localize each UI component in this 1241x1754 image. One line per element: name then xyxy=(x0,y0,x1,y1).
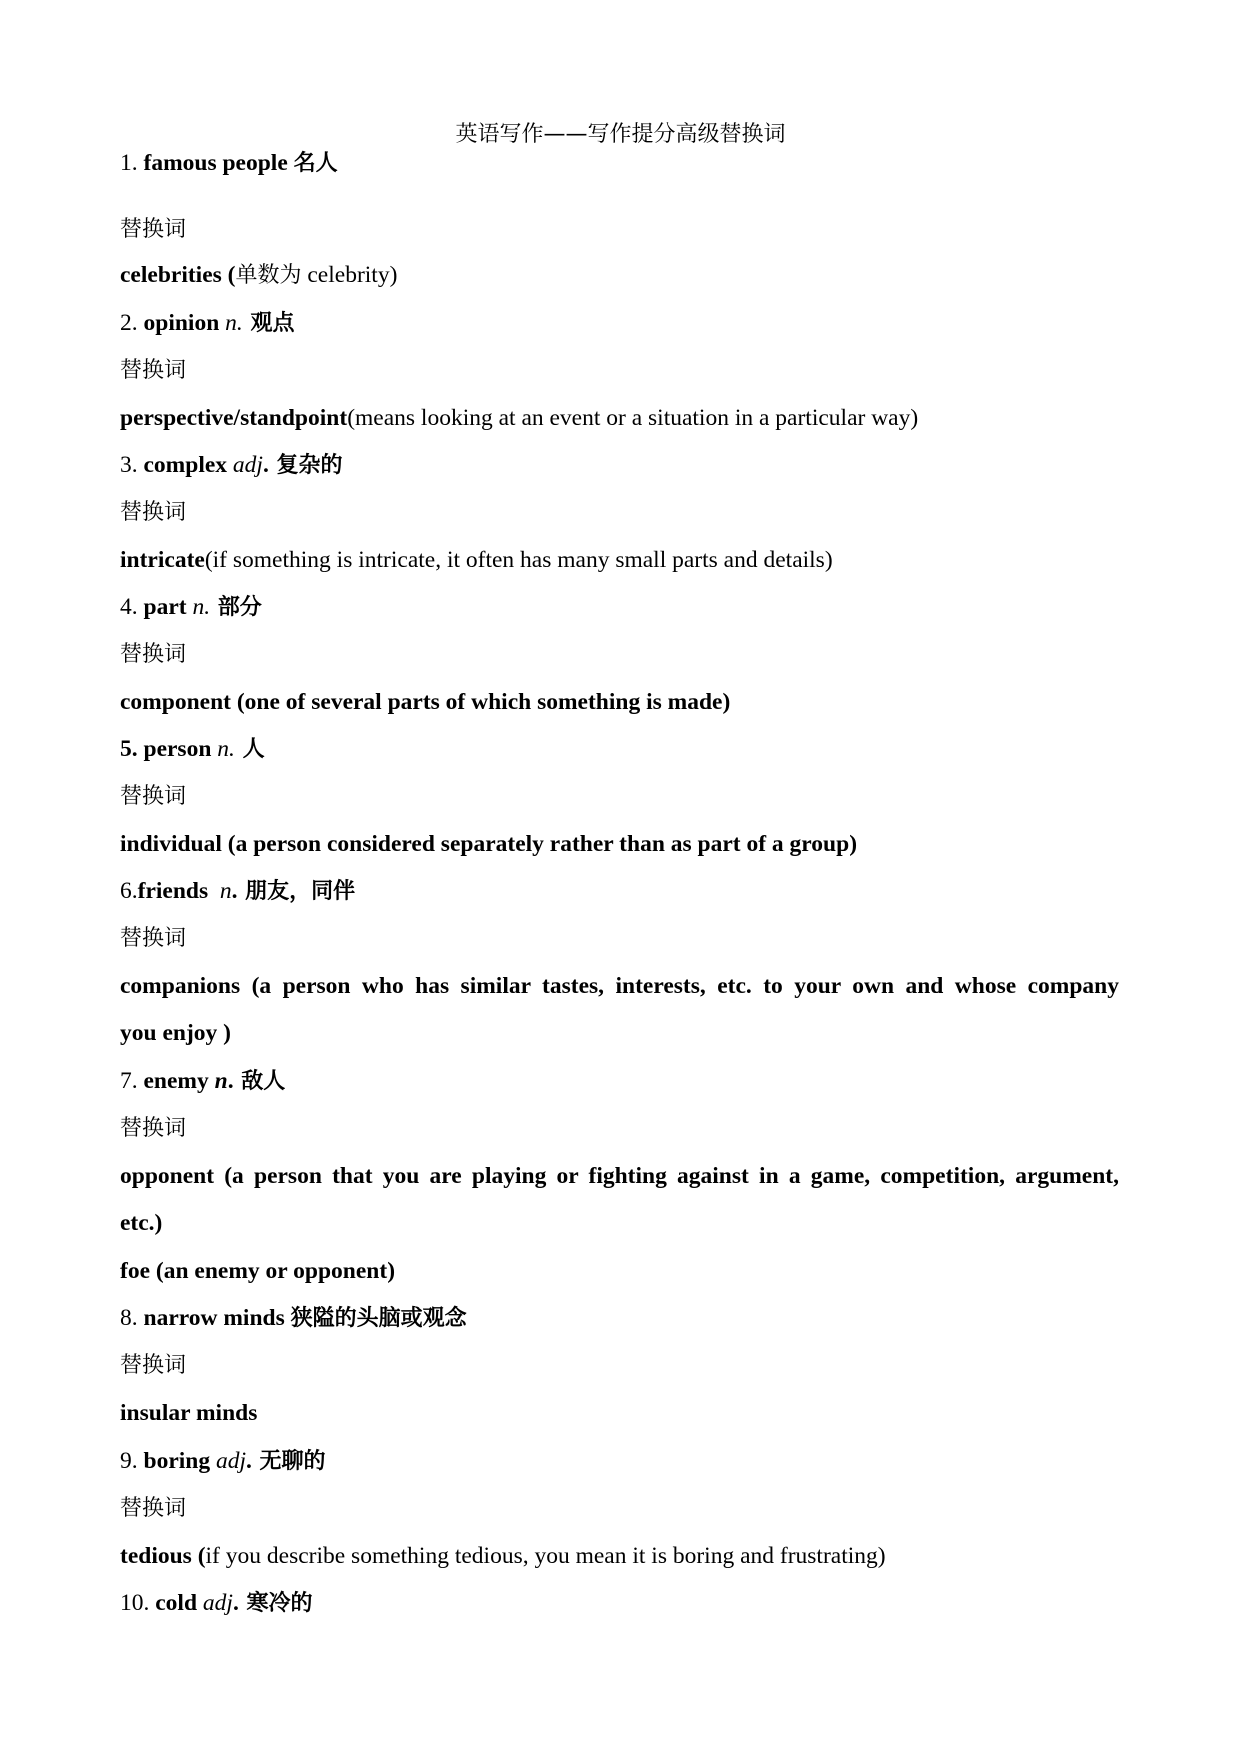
entry-6-replacement-line1: companions (a person who has similar tastes, interests, etc. to your own and whose company xyxy=(120,973,1119,999)
entry-8-label: 替换词 xyxy=(120,1353,187,1378)
entry-5-label: 替换词 xyxy=(120,784,187,809)
entry-9-label: 替换词 xyxy=(120,1496,187,1521)
entry-7-replacement-line2: etc.) xyxy=(120,1210,163,1236)
entry-4-label: 替换词 xyxy=(120,642,187,667)
entry-3-heading: 3. complex adj. 复杂的 xyxy=(120,452,343,478)
entry-1-heading: 1. famous people 名人 xyxy=(120,150,338,176)
entry-10-heading: 10. cold adj. 寒冷的 xyxy=(120,1590,313,1616)
entry-4-replacement: component (one of several parts of which something is made) xyxy=(120,689,731,715)
entry-7-replacement-line3: foe (an enemy or opponent) xyxy=(120,1258,396,1284)
entry-5-replacement: individual (a person considered separately rather than as part of a group) xyxy=(120,831,858,857)
entry-4-heading: 4. part n. 部分 xyxy=(120,594,262,620)
entry-7-heading: 7. enemy n. 敌人 xyxy=(120,1068,286,1094)
entry-2-label: 替换词 xyxy=(120,358,187,383)
entry-1-replacement: celebrities (单数为 celebrity) xyxy=(120,262,398,288)
entry-1-label: 替换词 xyxy=(120,217,187,242)
entry-6-heading: 6.friends n. 朋友，同伴 xyxy=(120,878,356,904)
page-title: 英语写作——写作提分高级替换词 xyxy=(455,122,786,147)
entry-3-label: 替换词 xyxy=(120,500,187,525)
entry-2-replacement: perspective/standpoint(means looking at an event or a situation in a particular way) xyxy=(120,405,919,431)
entry-6-label: 替换词 xyxy=(120,926,187,951)
entry-6-replacement-line2: you enjoy ) xyxy=(120,1020,231,1046)
entry-9-replacement: tedious (if you describe something tedious, you mean it is boring and frustrating) xyxy=(120,1543,886,1569)
entry-2-heading: 2. opinion n. 观点 xyxy=(120,310,295,336)
entry-9-heading: 9. boring adj. 无聊的 xyxy=(120,1448,326,1474)
entry-3-replacement: intricate(if something is intricate, it often has many small parts and details) xyxy=(120,547,833,573)
entry-7-label: 替换词 xyxy=(120,1116,187,1141)
entry-8-replacement: insular minds xyxy=(120,1400,258,1426)
entry-7-replacement-line1: opponent (a person that you are playing or fighting against in a game, competition, argument, xyxy=(120,1163,1119,1189)
entry-8-heading: 8. narrow minds 狭隘的头脑或观念 xyxy=(120,1305,467,1331)
entry-5-heading: 5. person n. 人 xyxy=(120,736,265,762)
